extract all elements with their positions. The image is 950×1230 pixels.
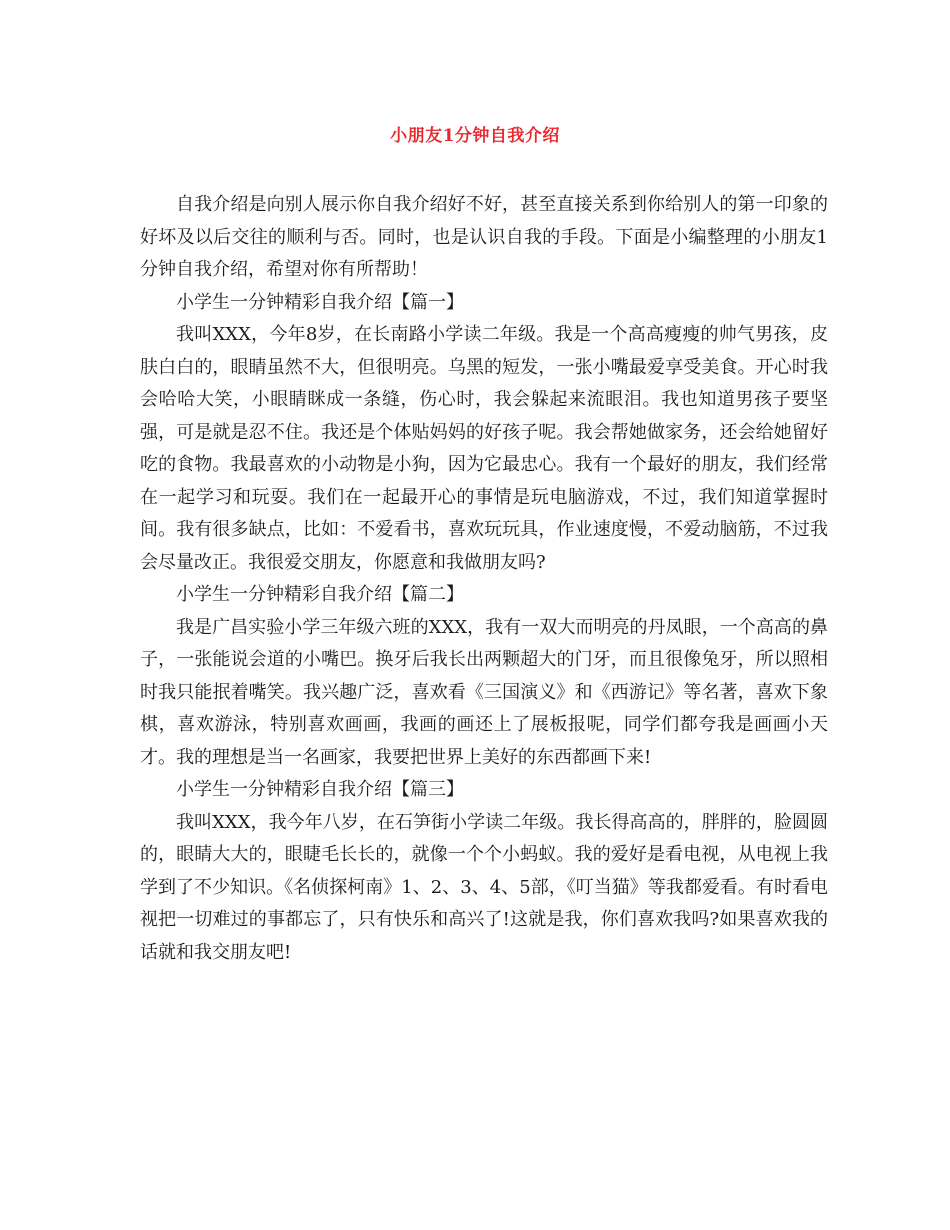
document-body (140, 189, 828, 969)
section-paragraph-1: 我叫XXX，今年8岁，在长南路小学读二年级。我是一个高高瘦瘦的帅气男孩，皮肤白白的，眼睛虽然不大，但很明亮。乌黑的短发，一张小嘴最爱享受美食。开心时我会哈哈大笑，小眼睛眯成一条缝，伤心时，我会躲起来流眼泪。我也知道男孩子要坚强，可是就是忍不住。我还是个体贴妈妈的好孩子呢。我会帮她做家务，还会给她留好吃的食物。我最喜欢的小动物是小狗，因为它最忠心。我有一个最好的朋友，我们经常在一起学习和玩耍。我们在一起最开心的事情是玩电脑游戏，不过，我们知道掌握时间。我有很多缺点，比如：不爱看书，喜欢玩玩具，作业速度慢，不爱动脑筋，不过我会尽量改正。我很爱交朋友，你愿意和我做朋友吗? (140, 324, 828, 573)
section-heading-2: 小学生一分钟精彩自我介绍【篇二】 (176, 584, 464, 605)
document-title: 小朋友1分钟自我介绍 (390, 126, 560, 146)
intro-paragraph: 自我介绍是向别人展示你自我介绍好不好，甚至直接关系到你给别人的第一印象的好坏及以后交往的顺利与否。同时，也是认识自我的手段。下面是小编整理的小朋友1分钟自我介绍，希望对你有所帮助！ (140, 194, 828, 280)
section-paragraph-3: 我叫XXX，我今年八岁，在石笋街小学读二年级。我长得高高的，胖胖的，脸圆圆的，眼睛大大的，眼睫毛长长的，就像一个个小蚂蚁。我的爱好是看电视，从电视上我学到了不少知识。《名侦探柯南》1、2、3、4、5部，《叮当猫》等我都爱看。有时看电视把一切难过的事都忘了，只有快乐和高兴了!这就是我，你们喜欢我吗?如果喜欢我的话就和我交朋友吧! (140, 811, 828, 963)
section-paragraph-2: 我是广昌实验小学三年级六班的XXX，我有一双大而明亮的丹凤眼，一个高高的鼻子，一张能说会道的小嘴巴。换牙后我长出两颗超大的门牙，而且很像兔牙，所以照相时我只能抿着嘴笑。我兴趣广泛，喜欢看《三国演义》和《西游记》等名著，喜欢下象棋，喜欢游泳，特别喜欢画画，我画的画还上了展板报呢，同学们都夸我是画画小天才。我的理想是当一名画家，我要把世界上美好的东西都画下来! (140, 616, 828, 768)
section-heading-1: 小学生一分钟精彩自我介绍【篇一】 (176, 291, 464, 313)
section-heading-3: 小学生一分钟精彩自我介绍【篇三】 (176, 779, 464, 800)
